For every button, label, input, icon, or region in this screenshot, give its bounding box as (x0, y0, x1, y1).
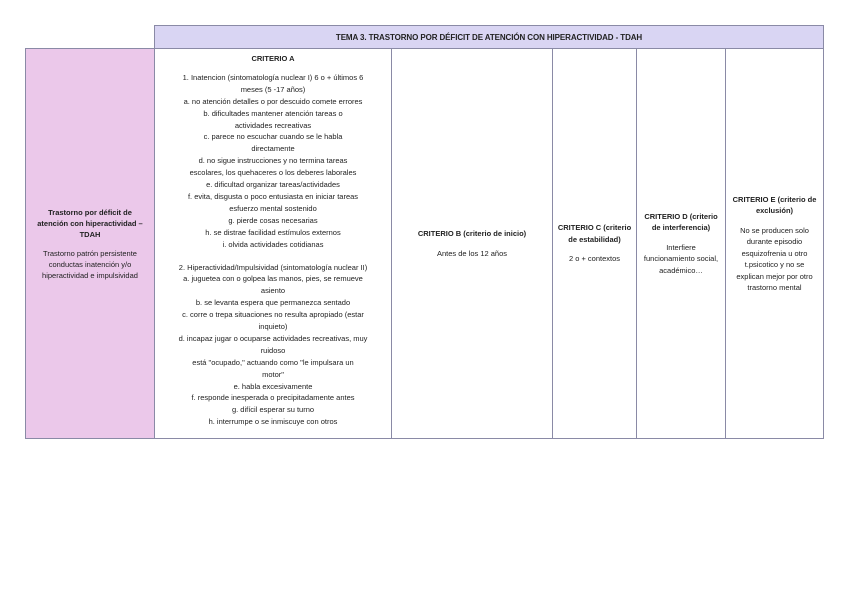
criterio-a-item: directamente (251, 144, 295, 154)
criterio-a-item: motor" (262, 369, 284, 379)
criterio-c-heading: CRITERIO C (criterio de estabilidad) (557, 223, 632, 244)
criterio-d-heading: CRITERIO D (criterio de interferencia) (644, 211, 718, 233)
criterio-a-item: ruidoso (260, 345, 286, 355)
criterio-e-heading: CRITERIO E (criterio de exclusión) (732, 194, 817, 215)
criterio-a-item: e. habla excesivamente (233, 381, 313, 391)
criterio-d-text: Interfiere funcionamiento social, académico… (643, 242, 719, 275)
criterio-a-item: a. juguetea con o golpea las manos, pies, se remueve (183, 274, 363, 284)
criterio-a-item: 2. Hiperactividad/Impulsividad (sintomatología nuclear II) (178, 262, 368, 272)
criterio-a-heading: CRITERIO A (251, 54, 295, 63)
criterio-a-item: f. evita, disgusta o poco entusiasta en iniciar tareas (187, 191, 359, 201)
criterio-a-item: h. se distrae facilidad estímulos externos (205, 227, 341, 237)
criterio-c-cell (553, 49, 637, 439)
table-title: TEMA 3. TRASTORNO POR DÉFICIT DE ATENCIÓN CON HIPERACTIVIDAD - TDAH (155, 26, 824, 49)
criterio-a-item: g. difícil esperar su turno (231, 405, 315, 415)
criterio-a-item: h. interrumpe o se inmiscuye con otros (208, 417, 338, 427)
criterio-a-item: d. no sigue instrucciones y no termina tareas (198, 156, 348, 166)
criterio-d-cell (637, 49, 726, 439)
criterio-c-text: 2 o + contextos (568, 254, 621, 264)
criterio-e-cell (726, 49, 824, 439)
criterio-a-item: c. parece no escuchar cuando se le habla (203, 132, 343, 142)
criterio-a-item: f. responde inesperada o precipitadamente antes (191, 393, 355, 403)
criterio-a-item: g. pierde cosas necesarias (228, 215, 318, 225)
disorder-heading: Trastorno por déficit de atención con hiperactividad – TDAH (37, 207, 143, 239)
criterio-a-item: d. incapaz jugar o ocuparse actividades recreativas, muy (178, 333, 368, 343)
disorder-cell (26, 49, 155, 439)
criterio-a-item: meses (5 -17 años) (240, 84, 306, 94)
criterio-a-item: 1. Inatencion (sintomatología nuclear I) 6 o + últimos 6 (182, 72, 364, 82)
criterio-a-item: i. olvida actividades cotidianas (222, 239, 324, 249)
criterio-a-item: esfuerzo mental sostenido (229, 203, 317, 213)
criterio-a-item: actividades recreativas (234, 120, 312, 130)
criterio-b-cell (392, 49, 553, 439)
disorder-description: Trastorno patrón persistente conductas inatención y/o hiperactividad e impulsividad (42, 248, 138, 280)
criterio-a-item: c. corre o trepa situaciones no resulta apropiado (estar (182, 310, 364, 320)
criterio-a-list (158, 72, 388, 428)
criterio-a-item: b. se levanta espera que permanezca sentado (195, 298, 351, 308)
empty-header-cell (26, 26, 155, 49)
criterio-a-item: asiento (260, 286, 286, 296)
criterio-a-item: e. dificultad organizar tareas/actividades (206, 180, 340, 190)
criterio-b-heading: CRITERIO B (criterio de inicio) (417, 229, 527, 238)
criterio-a-item: b. dificultades mantener atención tareas o (203, 108, 343, 118)
criterio-a-item (158, 251, 388, 262)
criterio-e-text: No se producen solo durante episodio esquizofrenia u otro t.psicotico y no se explican mejor por otro trastorno mental (736, 225, 813, 292)
criterio-a-item: está "ocupado," actuando como "le impulsara un (192, 357, 354, 367)
criterio-a-item: escolares, los quehaceres o los deberes laborales (189, 168, 357, 178)
criterio-a-item: a. no atención detalles o por descuido comete errores (183, 96, 363, 106)
tdah-criteria-table (25, 25, 824, 439)
criterio-a-item: inquieto) (258, 322, 288, 332)
criterio-b-text: Antes de los 12 años (436, 248, 508, 258)
criterio-a-cell (155, 49, 392, 439)
